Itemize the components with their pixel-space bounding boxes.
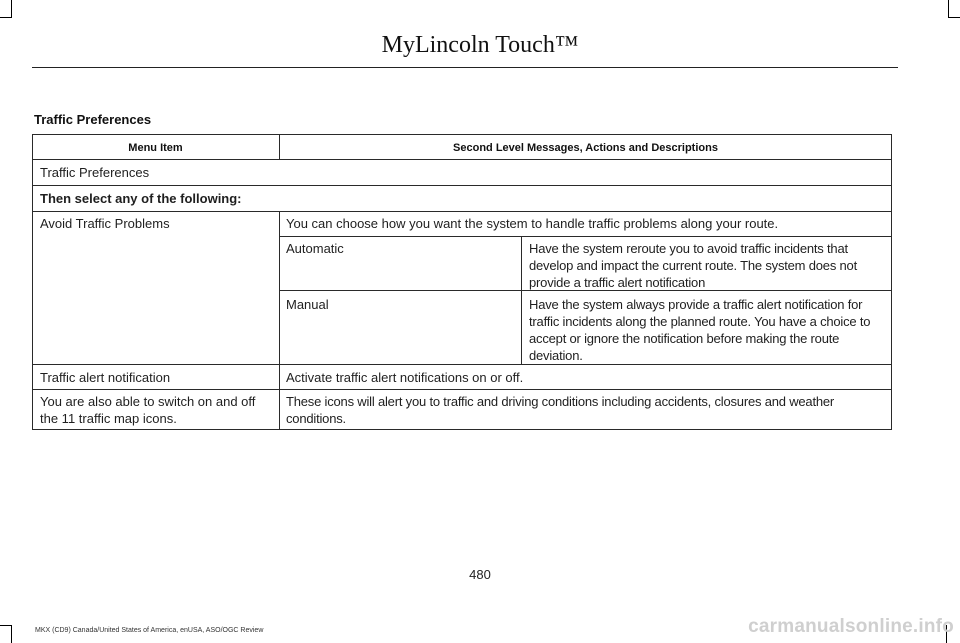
traffic-icons-description: These icons will alert you to traffic and driving conditions including accidents, closures and weather conditions. <box>286 394 835 426</box>
row-then-select: Then select any of the following: <box>40 191 242 206</box>
traffic-alert-label: Traffic alert notification <box>40 370 171 385</box>
table-rule <box>279 211 280 430</box>
crop-mark-top-right <box>948 0 949 18</box>
table-rule <box>32 134 892 135</box>
option-automatic-description: Have the system reroute you to avoid traffic incidents that develop and impact the current route. The system does not provide a traffic alert notification <box>529 241 857 290</box>
crop-mark-bottom-left <box>11 625 12 643</box>
table-rule <box>32 159 892 160</box>
section-title: Traffic Preferences <box>34 112 152 127</box>
table-rule <box>32 185 892 186</box>
crop-mark-top-left <box>11 0 12 18</box>
table-rule <box>32 211 892 212</box>
page-number: 480 <box>469 567 491 582</box>
traffic-alert-description: Activate traffic alert notifications on or off. <box>286 370 524 385</box>
column-header-menu-item: Menu Item <box>128 142 183 154</box>
option-manual-description: Have the system always provide a traffic alert notification for traffic incidents along the planned route. You have a choice to accept or ignore the notification before making the route deviation. <box>529 297 871 363</box>
header-divider <box>32 67 898 68</box>
table-rule <box>279 236 892 237</box>
crop-mark-top-left <box>0 17 12 18</box>
column-header-second-level: Second Level Messages, Actions and Descriptions <box>453 142 718 154</box>
table-rule <box>32 429 892 430</box>
table-rule <box>32 364 892 365</box>
page-header-title: MyLincoln Touch™ <box>381 32 579 58</box>
traffic-preferences-table <box>32 134 892 430</box>
table-rule <box>521 236 522 365</box>
crop-mark-bottom-left <box>0 625 12 626</box>
option-automatic-label: Automatic <box>286 241 344 256</box>
row-traffic-preferences: Traffic Preferences <box>40 165 150 180</box>
footer-text: MKX (CD9) Canada/United States of America, enUSA, ASO/OGC Review <box>35 627 264 634</box>
watermark: carmanualsonline.info <box>748 616 954 637</box>
table-rule <box>891 134 892 430</box>
option-manual-label: Manual <box>286 297 329 312</box>
avoid-traffic-label: Avoid Traffic Problems <box>40 216 170 231</box>
table-rule <box>32 389 892 390</box>
avoid-traffic-description: You can choose how you want the system to handle traffic problems along your route. <box>286 216 779 231</box>
crop-mark-top-right <box>948 17 960 18</box>
traffic-icons-label: You are also able to switch on and off the 11 traffic map icons. <box>40 394 256 426</box>
table-rule <box>32 134 33 430</box>
